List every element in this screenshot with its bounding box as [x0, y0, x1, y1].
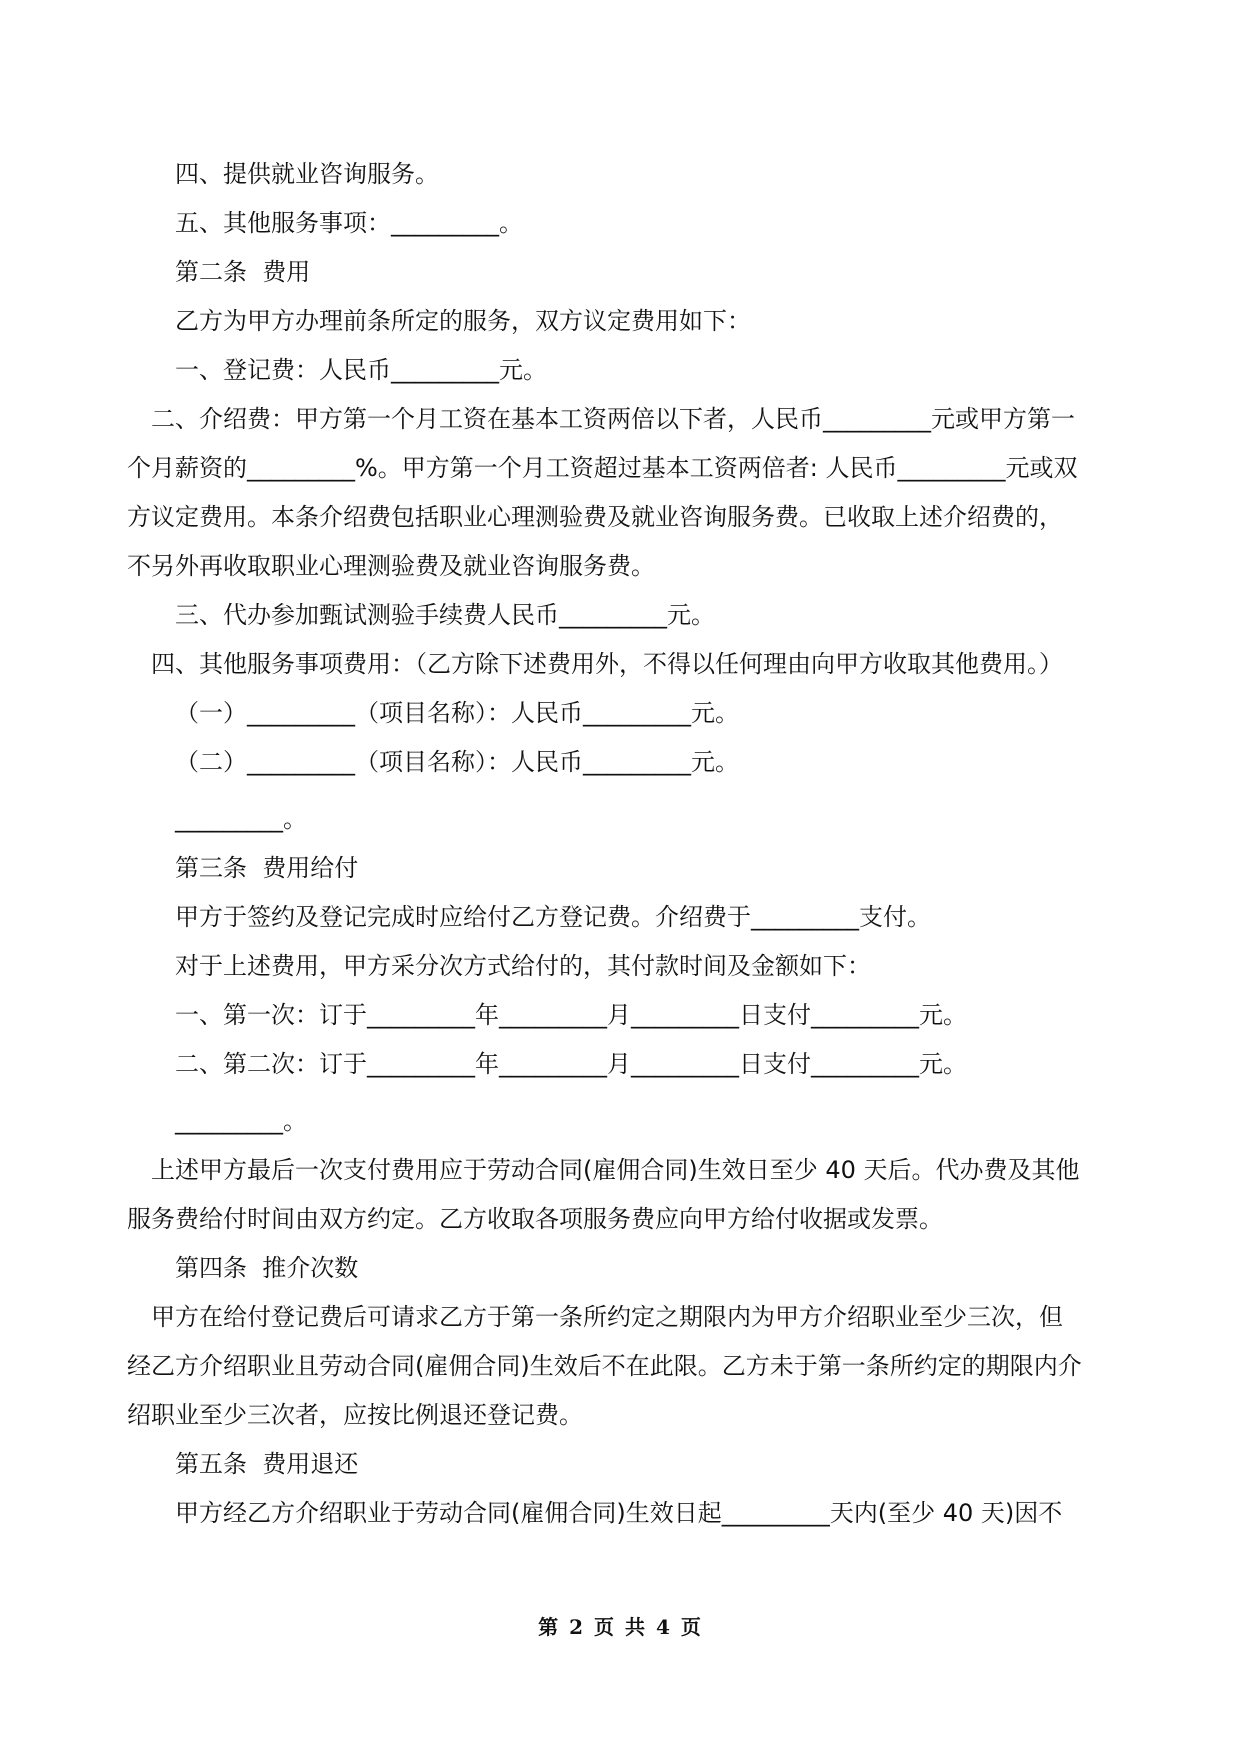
- paragraph: _________。: [175, 805, 307, 833]
- paragraph: 二、第二次：订于_________年_________月_________日支付_________元。: [175, 1050, 967, 1078]
- section-heading: 第五条 费用退还: [175, 1450, 359, 1478]
- paragraph: 甲方于签约及登记完成时应给付乙方登记费。介绍费于_________支付。: [175, 903, 931, 931]
- paragraph: _________。: [175, 1107, 307, 1135]
- paragraph: 三、代办参加甄试测验手续费人民币_________元。: [175, 601, 715, 629]
- page-number-footer: 第 2 页 共 4 页: [538, 1615, 703, 1639]
- paragraph: 甲方经乙方介绍职业于劳动合同(雇佣合同)生效日起_________天内(至少 40 天)因不: [175, 1499, 1063, 1527]
- paragraph: 四、提供就业咨询服务。: [175, 160, 439, 188]
- section-heading: 第三条 费用给付: [175, 854, 359, 882]
- paragraph: 上述甲方最后一次支付费用应于劳动合同(雇佣合同)生效日至少 40 天后。代办费及其他服务费给付时间由双方约定。乙方收取各项服务费应向甲方给付收据或发票。: [127, 1156, 1080, 1233]
- paragraph: 对于上述费用，甲方采分次方式给付的，其付款时间及金额如下：: [175, 952, 871, 980]
- paragraph: 四、其他服务事项费用：（乙方除下述费用外，不得以任何理由向甲方收取其他费用。）: [151, 650, 1063, 678]
- paragraph: 乙方为甲方办理前条所定的服务，双方议定费用如下：: [175, 307, 751, 335]
- document-body: [127, 150, 1086, 1538]
- paragraph: 一、第一次：订于_________年_________月_________日支付_________元。: [175, 1001, 967, 1029]
- paragraph: 一、登记费：人民币_________元。: [175, 356, 547, 384]
- paragraph: 甲方在给付登记费后可请求乙方于第一条所约定之期限内为甲方介绍职业至少三次，但经乙方介绍职业且劳动合同(雇佣合同)生效后不在此限。乙方未于第一条所约定的期限内介绍职业至少三次者，应按比例退还登记费。: [127, 1303, 1082, 1429]
- paragraph: （一）_________（项目名称）：人民币_________元。: [175, 699, 739, 727]
- paragraph: （二）_________（项目名称）：人民币_________元。: [175, 748, 739, 776]
- paragraph: 五、其他服务事项：_________。: [175, 209, 523, 237]
- section-heading: 第四条 推介次数: [175, 1254, 359, 1282]
- paragraph: 二、介绍费：甲方第一个月工资在基本工资两倍以下者，人民币_________元或甲方第一个月薪资的_________%。甲方第一个月工资超过基本工资两倍者: 人民币_________元或双方议定费用。本条介绍费包括职业心理测验费及就业咨询服务费。已收取上述介绍费的，不另外再收取职业心理测验费及就业咨询服务费。: [127, 405, 1078, 580]
- section-heading: 第二条 费用: [175, 258, 311, 286]
